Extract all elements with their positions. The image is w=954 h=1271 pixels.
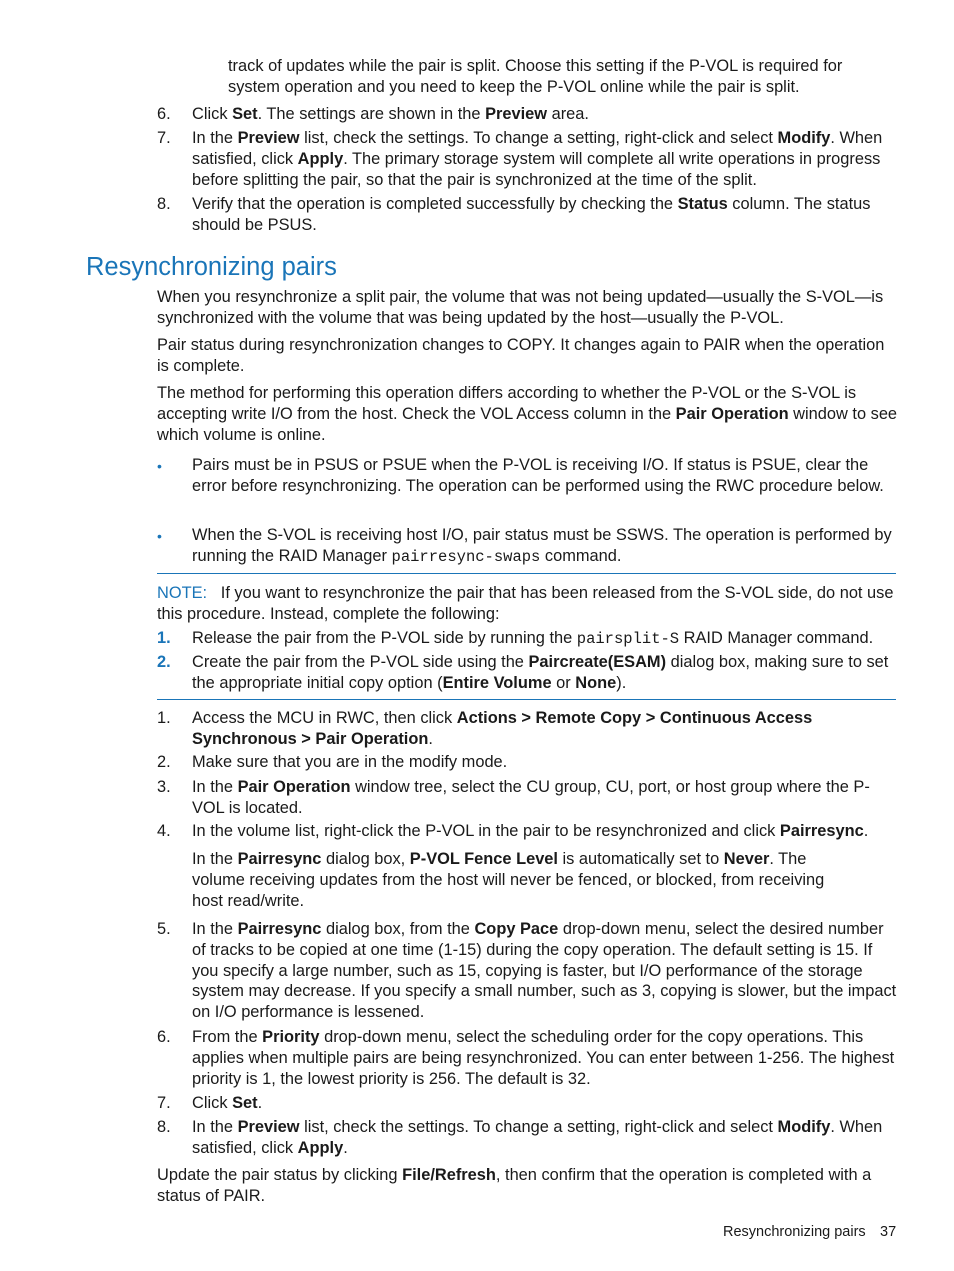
step-number: 4.: [157, 822, 171, 840]
footer-section-title: Resynchronizing pairs: [723, 1224, 866, 1240]
paragraph: When you resynchronize a split pair, the volume that was not being updated—usually the S-VOL—is synchronized with the volume that was being updated by the host—usually the P-VOL.: [157, 288, 884, 327]
step-text: In the Preview list, check the settings. To change a setting, right-click and select Modify. When satisfied, click Apply. The primary storage system will complete all write operations in progress before splitting the pair, so that the pair is synchronized at the time of the split.: [192, 129, 883, 189]
note-step-number: 2.: [157, 653, 171, 671]
step-text: Click Set.: [192, 1094, 263, 1112]
note-bottom-rule: [157, 699, 896, 700]
step-number: 6.: [157, 1028, 171, 1046]
step-text: Verify that the operation is completed successfully by checking the Status column. The status should be PSUS.: [192, 195, 871, 234]
section-heading: Resynchronizing pairs: [86, 253, 337, 281]
step-text: In the Pair Operation window tree, select the CU group, CU, port, or host group where the P-VOL is located.: [192, 778, 870, 817]
step-text: Access the MCU in RWC, then click Actions > Remote Copy > Continuous Access Synchronous > Pair Operation.: [192, 709, 813, 748]
bullet-item: Pairs must be in PSUS or PSUE when the P-VOL is receiving I/O. If status is PSUE, clear the error before resynchronizing. The operation can be performed using the RWC procedure below.: [192, 456, 884, 495]
step-number: 1.: [157, 709, 171, 727]
step-number: 3.: [157, 778, 171, 796]
note-step-number: 1.: [157, 629, 171, 647]
bullet-item: When the S-VOL is receiving host I/O, pair status must be SSWS. The operation is performed by running the RAID Manager pairresync-swaps command.: [192, 526, 892, 566]
paragraph: Pair status during resynchronization changes to COPY. It changes again to PAIR when the operation is complete.: [157, 336, 885, 375]
step-text: In the Pairresync dialog box, from the Copy Pace drop-down menu, select the desired number of tracks to be copied at one time (1-15) during the copy operation. The default setting is 15. If you specify a large number, such as 15, copying is faster, but I/O performance of the storage system may decrease. If you specify a small number, such as 3, copying is slower, but the impact on I/O performance is lessened.: [192, 920, 897, 1022]
step-text: From the Priority drop-down menu, select the scheduling order for the copy operations. This applies when multiple pairs are being resynchronized. You can enter between 1-256. The highest priority is 1, the lowest priority is 256. The default is 32.: [192, 1028, 895, 1088]
paragraph: The method for performing this operation differs according to whether the P-VOL or the S-VOL is accepting write I/O from the host. Check the VOL Access column in the Pair Operation window to see which volume is online.: [157, 384, 898, 444]
step-number: 7.: [157, 1094, 171, 1112]
step-subparagraph: In the Pairresync dialog box, P-VOL Fence Level is automatically set to Never. The volume receiving updates from the host will never be fenced, or blocked, from receiving host read/write.: [192, 850, 825, 910]
step-number: 7.: [157, 129, 171, 147]
step-text: Click Set. The settings are shown in the Preview area.: [192, 105, 589, 123]
note-step-text: Release the pair from the P-VOL side by running the pairsplit-S RAID Manager command.: [192, 629, 874, 648]
step-text: In the Preview list, check the settings. To change a setting, right-click and select Modify. When satisfied, click Apply.: [192, 1118, 883, 1157]
step-number: 2.: [157, 753, 171, 771]
note-step-text: Create the pair from the P-VOL side using the Paircreate(ESAM) dialog box, making sure to set the appropriate initial copy option (Entire Volume or None).: [192, 653, 889, 692]
bullet-icon: •: [157, 528, 162, 544]
continued-paragraph: track of updates while the pair is split. Choose this setting if the P-VOL is required for system operation and you need to keep the P-VOL online while the pair is split.: [228, 57, 843, 96]
step-number: 8.: [157, 195, 171, 213]
step-text: Make sure that you are in the modify mode.: [192, 753, 508, 771]
step-number: 5.: [157, 920, 171, 938]
note-top-rule: [157, 573, 896, 574]
note-paragraph: NOTE: If you want to resynchronize the pair that has been released from the S-VOL side, do not use this procedure. Instead, complete the following:: [157, 584, 894, 623]
step-number: 6.: [157, 105, 171, 123]
step-text: In the volume list, right-click the P-VOL in the pair to be resynchronized and click Pairresync.: [192, 822, 869, 840]
bullet-icon: •: [157, 458, 162, 474]
closing-paragraph: Update the pair status by clicking File/Refresh, then confirm that the operation is completed with a status of PAIR.: [157, 1166, 872, 1205]
step-number: 8.: [157, 1118, 171, 1136]
page-number: 37: [880, 1224, 897, 1240]
note-label: NOTE:: [157, 584, 208, 602]
